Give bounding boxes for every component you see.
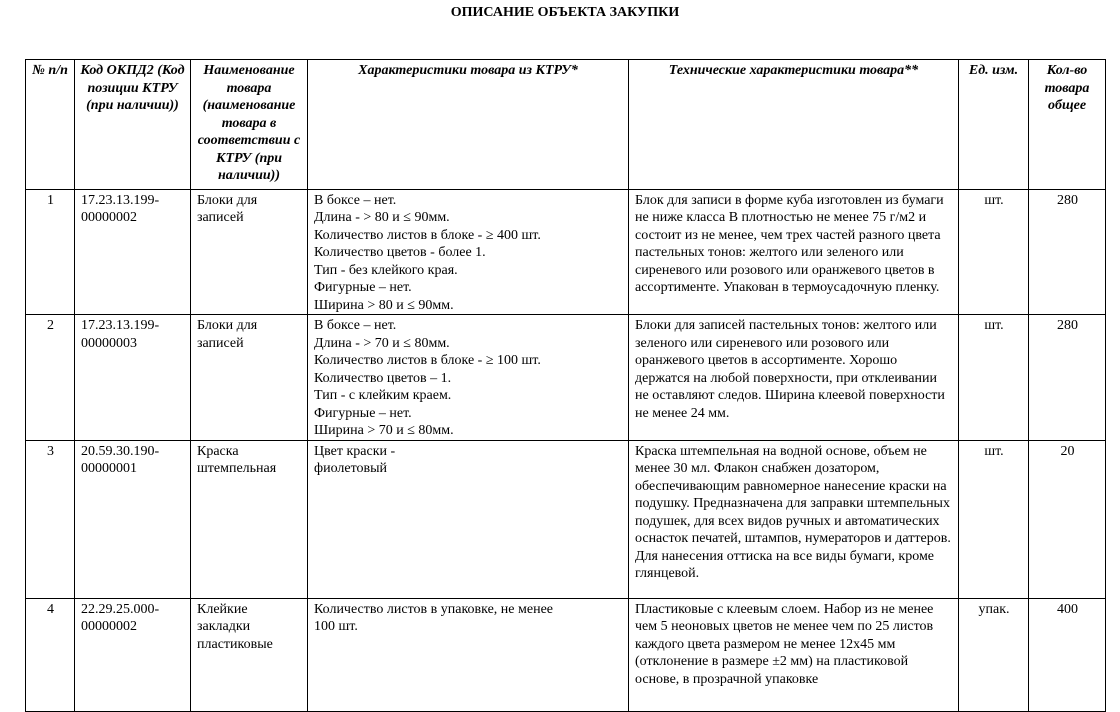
ktru-line: Цвет краски - <box>314 443 396 459</box>
procurement-table <box>25 59 1106 712</box>
cell-code: 17.23.13.199-00000003 <box>75 315 191 441</box>
cell-code: 22.29.25.000-00000002 <box>75 598 191 711</box>
ktru-line: Количество цветов – 1. <box>314 370 452 386</box>
cell-ktru <box>308 315 629 441</box>
cell-name: Блоки для записей <box>191 315 308 441</box>
table-row <box>26 315 1106 441</box>
cell-unit: упак. <box>959 598 1029 711</box>
cell-ktru <box>308 440 629 598</box>
header-qty: Кол-во товара общее <box>1029 60 1106 190</box>
ktru-line: Длина - > 80 и ≤ 90мм. <box>314 210 450 225</box>
ktru-line: Фигурные – нет. <box>314 405 412 421</box>
cell-code: 20.59.30.190-00000001 <box>75 440 191 598</box>
cell-qty: 400 <box>1029 598 1106 711</box>
cell-unit: шт. <box>959 440 1029 598</box>
table-row <box>26 189 1106 315</box>
ktru-line: фиолетовый <box>314 461 388 476</box>
cell-ktru <box>308 598 629 711</box>
cell-num: 1 <box>26 189 75 315</box>
ktru-line: Фигурные – нет. <box>314 280 412 295</box>
header-name: Наименование товара (наименование товара в соответствии с КТРУ (при наличии)) <box>191 60 308 190</box>
ktru-line: Количество листов в упаковке, не менее <box>314 601 554 617</box>
cell-num: 3 <box>26 440 75 598</box>
ktru-line: Ширина > 80 и ≤ 90мм. <box>314 297 454 313</box>
ktru-line: Количество цветов - более 1. <box>314 245 486 260</box>
ktru-line: Тип - без клейкого края. <box>314 262 458 278</box>
cell-name: Клейкие закладки пластиковые <box>191 598 308 711</box>
document-title: ОПИСАНИЕ ОБЪЕКТА ЗАКУПКИ <box>450 5 680 20</box>
table-header-row <box>26 60 1106 190</box>
table-row <box>26 598 1106 711</box>
cell-tech: Краска штемпельная на водной основе, объем не менее 30 мл. Флакон снабжен дозатором, обеспечивающим равномерное нанесение краски на подушку. Предназначена для заправки штемпельных подушек, для всех видов ручных и автоматических оснасток печатей, штампов, нумераторов и даттеров. Для нанесения оттиска на все виды бумаги, кроме глянцевой. <box>629 440 959 598</box>
ktru-line: Тип - с клейким краем. <box>314 388 452 403</box>
header-num: № п/п <box>26 60 75 190</box>
cell-num: 2 <box>26 315 75 441</box>
cell-name: Блоки для записей <box>191 189 308 315</box>
cell-code: 17.23.13.199-00000002 <box>75 189 191 315</box>
cell-ktru <box>308 189 629 315</box>
ktru-line: Ширина > 70 и ≤ 80мм. <box>314 423 454 438</box>
header-tech: Технические характеристики товара** <box>629 60 959 190</box>
cell-qty: 280 <box>1029 315 1106 441</box>
header-unit: Ед. изм. <box>959 60 1029 190</box>
header-code: Код ОКПД2 (Код позиции КТРУ (при наличии)) <box>75 60 191 190</box>
cell-name: Краска штемпельная <box>191 440 308 598</box>
cell-tech: Блок для записи в форме куба изготовлен из бумаги не ниже класса В плотностью не менее 75 г/м2 и состоит из не менее, чем трех частей разного цвета пастельных тонов: желтого или зеленого или сиреневого или розового или оранжевого цветов в ассортименте. Упакован в термоусадочную пленку. <box>629 189 959 315</box>
ktru-line: Количество листов в блоке - ≥ 100 шт. <box>314 353 541 368</box>
cell-unit: шт. <box>959 315 1029 441</box>
ktru-line: 100 шт. <box>314 619 358 634</box>
ktru-line: Длина - > 70 и ≤ 80мм. <box>314 335 450 351</box>
cell-qty: 280 <box>1029 189 1106 315</box>
ktru-line: В боксе – нет. <box>314 192 397 208</box>
table-row <box>26 440 1106 598</box>
cell-num: 4 <box>26 598 75 711</box>
cell-qty: 20 <box>1029 440 1106 598</box>
cell-unit: шт. <box>959 189 1029 315</box>
ktru-line: Количество листов в блоке - ≥ 400 шт. <box>314 227 541 243</box>
cell-tech: Пластиковые с клеевым слоем. Набор из не менее чем 5 неоновых цветов не менее чем по 25 листов каждого цвета размером не менее 12х45 мм (отклонение в размере ±2 мм) на пластиковой основе, в прозрачной упаковке <box>629 598 959 711</box>
ktru-line: В боксе – нет. <box>314 318 397 333</box>
cell-tech: Блоки для записей пастельных тонов: желтого или зеленого или сиреневого или розового или оранжевого цветов в ассортименте. Хорошо держатся на любой поверхности, при отклеивании не оставляют следов. Ширина клеевой поверхности не менее 24 мм. <box>629 315 959 441</box>
header-ktru: Характеристики товара из КТРУ* <box>308 60 629 190</box>
